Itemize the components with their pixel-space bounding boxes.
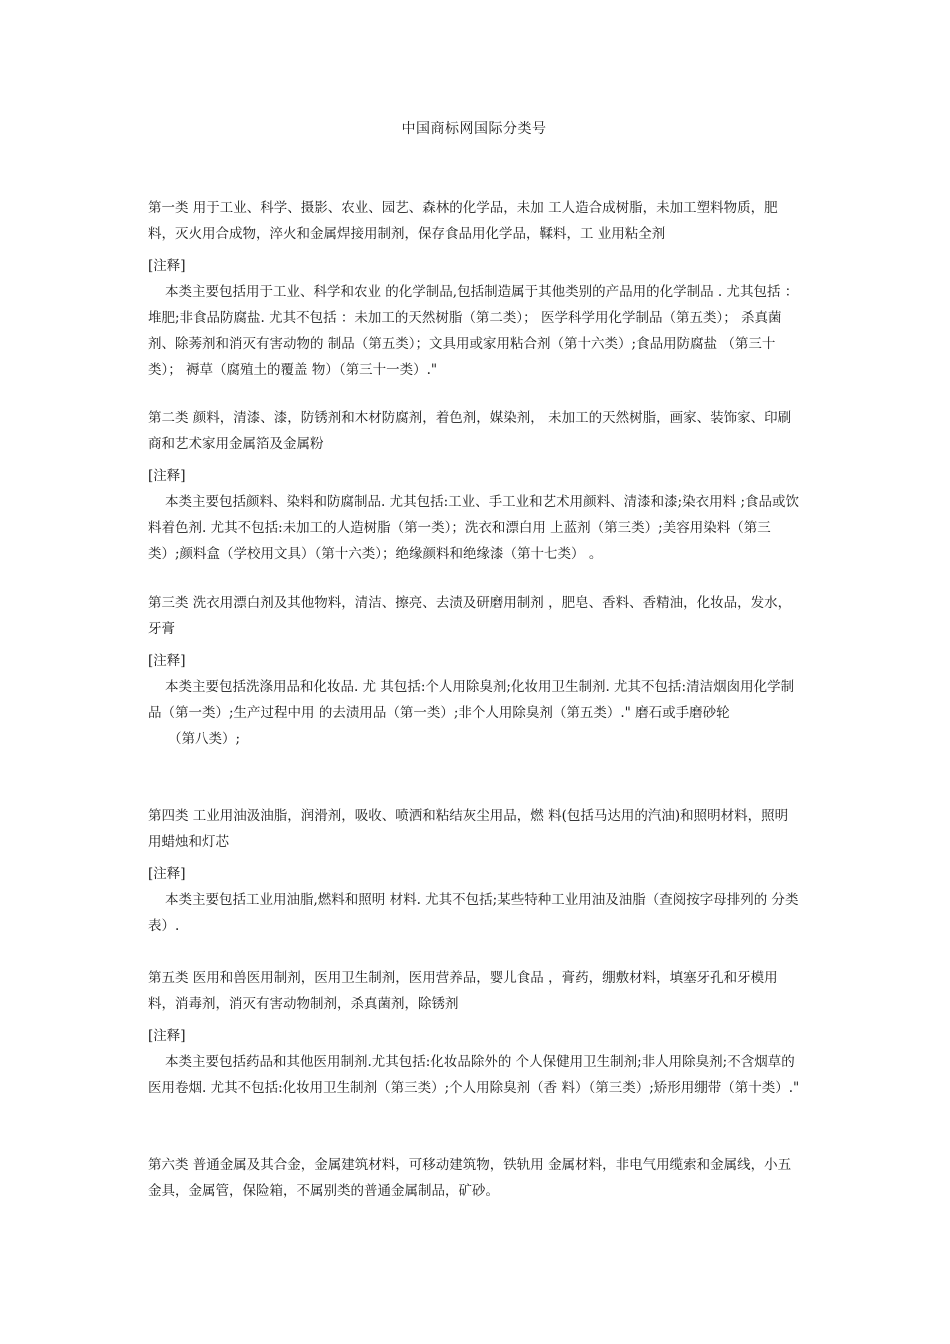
class-5-note-label: [注释] [148,1028,186,1044]
class-3-note-label: [注释] [148,653,186,669]
class-2-note-label: [注释] [148,468,186,484]
class-6-section [148,1152,800,1204]
class-1-note: 本类主要包括用于工业、科学和农业 的化学制品,包括制造属于其他类别的产品用的化学制品 . 尤其包括 ： 堆肥;非食品防腐盐. 尤其不包括 ：未加工的天然树脂（第二类）； 医学科学用化学制品（第五类）； 杀真菌剂、除莠剂和消灭有害动物的 制品（第五类）；文具用或家用粘合剂（第十六类）;食品用防腐盐 （第三十类）； 褥草（腐殖土的覆盖 物）（第三十一类）." [148,284,799,378]
document-title: 中国商标网国际分类号 [401,121,547,137]
class-3-section [148,590,800,752]
class-3-heading: 第三类 洗衣用漂白剂及其他物料，清洁、擦亮、去渍及研磨用制剂 ，肥皂、香料、香精油，化妆品，发水，牙膏 [148,595,792,637]
class-2-heading: 第二类 颜料，清漆、漆，防锈剂和木材防腐剂，着色剂，媒染剂， 未加工的天然树脂，画家、装饰家、印刷商和艺术家用金属箔及金属粉 [148,410,792,452]
class-4-note-label: [注释] [148,866,186,882]
class-5-note: 本类主要包括药品和其他医用制剂.尤其包括:化妆品除外的 个人保健用卫生制剂;非人用除臭剂;不含烟草的医用卷烟. 尤其不包括:化妆用卫生制剂（第三类）;个人用除臭剂（香 料）（第三类）;矫形用绷带（第十类）." [148,1054,800,1096]
class-5-heading: 第五类 医用和兽医用制剂，医用卫生制剂，医用营养品，婴儿食品 ，膏药，绷敷材料，填塞牙孔和牙模用料，消毒剂，消灭有害动物制剂，杀真菌剂，除锈剂 [148,970,778,1012]
class-2-note: 本类主要包括颜料、染料和防腐制品. 尤其包括:工业、手工业和艺术用颜料、清漆和漆;染衣用料 ;食品或饮料着色剂. 尤其不包括:未加工的人造树脂（第一类）；洗衣和漂白用 上蓝剂（第三类）;美容用染料（第三类）;颜料盒（学校用文具）（第十六类）；绝缘颜料和绝缘漆（第十七类） 。 [148,494,800,562]
class-4-note: 本类主要包括工业用油脂,燃料和照明 材料. 尤其不包括;某些特种工业用油及油脂（查阅按字母排列的 分类表）. [148,892,799,934]
class-2-section [148,405,800,567]
class-1-note-label: [注释] [148,258,186,274]
class-1-heading: 第一类 用于工业、科学、摄影、农业、园艺、森林的化学品，未加 工人造合成树脂，未加工塑料物质，肥料，灭火用合成物，淬火和金属焊接用制剂，保存食品用化学品，鞣料，工 业用粘全剂 [148,200,778,242]
class-5-section [148,965,800,1101]
class-4-section [148,803,800,939]
class-4-heading: 第四类 工业用油汲油脂，润滑剂，吸收、喷洒和粘结灰尘用品，燃 料(包括马达用的汽油)和照明材料，照明用蜡烛和灯芯 [148,808,789,850]
class-3-note: 本类主要包括洗涤用品和化妆品. 尤 其包括:个人用除臭剂;化妆用卫生制剂. 尤其不包括:清洁烟囱用化学制品（第一类）;生产过程中用 的去渍用品（第一类）;非个人用除臭剂（第五类）." 磨石或手磨砂轮 [148,679,795,721]
class-3-note-extra: （第八类）; [168,731,241,747]
class-1-section [148,195,800,383]
class-6-heading: 第六类 普通金属及其合金，金属建筑材料，可移动建筑物，铁轨用 金属材料，非电气用缆索和金属线，小五金具，金属管，保险箱，不属别类的普通金属制品，矿砂。 [148,1157,792,1199]
